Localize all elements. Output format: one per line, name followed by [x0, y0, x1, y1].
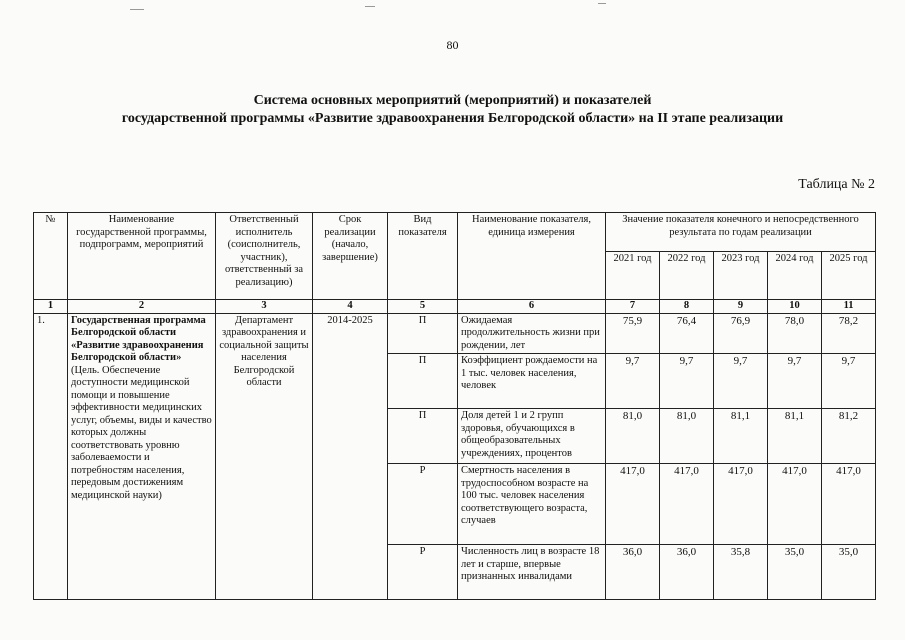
- column-number: 4: [313, 300, 388, 314]
- indicator-value: 76,4: [660, 313, 714, 354]
- indicator-value: 81,2: [822, 409, 876, 464]
- header-row: [34, 213, 876, 252]
- title-line-2: государственной программы «Развитие здравоохранения Белгородской области» на II этапе реализации: [121, 111, 784, 126]
- indicators-table: [33, 212, 876, 600]
- indicator-value: 9,7: [660, 354, 714, 409]
- indicator-type: П: [388, 354, 458, 409]
- program-executor: Департамент здравоохранения и социальной защиты населения Белгородской области: [216, 313, 313, 600]
- indicator-name: Смертность населения в трудоспособном возрасте на 100 тыс. человек населения соответствующего возраста, случаев: [458, 464, 606, 545]
- indicator-value: 417,0: [768, 464, 822, 545]
- header-value-group: Значение показателя конечного и непосредственного результата по годам реализации: [606, 213, 876, 252]
- program-name-title: Государственная программа Белгородской области «Развитие здравоохранения Белгородской области»: [71, 314, 206, 363]
- scan-mark: [365, 6, 375, 7]
- indicator-type: П: [388, 409, 458, 464]
- column-number: 8: [660, 300, 714, 314]
- header-year: 2021 год: [606, 252, 660, 300]
- column-number-row: [34, 300, 876, 314]
- indicator-value: 9,7: [606, 354, 660, 409]
- title-line-1: Система основных мероприятий (мероприятий) и показателей: [253, 93, 652, 108]
- indicator-name: Ожидаемая продолжительность жизни при рождении, лет: [458, 313, 606, 354]
- indicator-value: 35,0: [768, 545, 822, 600]
- document-title: [40, 92, 865, 128]
- column-number: 1: [34, 300, 68, 314]
- header-indicator: Наименование показателя, единица измерения: [458, 213, 606, 300]
- indicator-name: Коэффициент рождаемости на 1 тыс. человек населения, человек: [458, 354, 606, 409]
- indicator-value: 35,0: [822, 545, 876, 600]
- scan-mark: [598, 3, 606, 4]
- column-number: 11: [822, 300, 876, 314]
- header-type: Вид показателя: [388, 213, 458, 300]
- indicator-value: 36,0: [660, 545, 714, 600]
- indicator-value: 81,1: [768, 409, 822, 464]
- indicator-value: 9,7: [768, 354, 822, 409]
- header-year: 2025 год: [822, 252, 876, 300]
- program-number: 1.: [34, 313, 68, 600]
- header-num: №: [34, 213, 68, 300]
- indicator-value: 76,9: [714, 313, 768, 354]
- program-name: [68, 313, 216, 600]
- column-number: 10: [768, 300, 822, 314]
- indicator-value: 81,0: [660, 409, 714, 464]
- column-number: 7: [606, 300, 660, 314]
- indicator-value: 81,1: [714, 409, 768, 464]
- column-number: 5: [388, 300, 458, 314]
- table-row: [34, 313, 876, 354]
- indicator-value: 9,7: [822, 354, 876, 409]
- indicator-name: Доля детей 1 и 2 групп здоровья, обучающихся в общеобразовательных учреждениях, процентов: [458, 409, 606, 464]
- table-label: Таблица № 2: [798, 177, 875, 192]
- indicator-type: Р: [388, 464, 458, 545]
- column-number: 9: [714, 300, 768, 314]
- indicator-value: 417,0: [822, 464, 876, 545]
- scan-mark: [130, 9, 144, 10]
- indicator-type: П: [388, 313, 458, 354]
- program-term: 2014-2025: [313, 313, 388, 600]
- indicator-value: 36,0: [606, 545, 660, 600]
- indicator-value: 78,0: [768, 313, 822, 354]
- indicator-name: Численность лиц в возрасте 18 лет и старше, впервые признанных инвалидами: [458, 545, 606, 600]
- indicator-type: Р: [388, 545, 458, 600]
- page-number: 80: [446, 38, 459, 52]
- header-executor: Ответственный исполнитель (соисполнитель, участник), ответственный за реализацию): [216, 213, 313, 300]
- indicator-value: 78,2: [822, 313, 876, 354]
- indicator-value: 81,0: [606, 409, 660, 464]
- indicator-value: 417,0: [660, 464, 714, 545]
- column-number: 6: [458, 300, 606, 314]
- indicator-value: 417,0: [606, 464, 660, 545]
- header-term: Срок реализации (начало, завершение): [313, 213, 388, 300]
- indicator-value: 75,9: [606, 313, 660, 354]
- indicator-value: 35,8: [714, 545, 768, 600]
- header-year: 2024 год: [768, 252, 822, 300]
- header-name: Наименование государственной программы, подпрограмм, мероприятий: [68, 213, 216, 300]
- header-year: 2023 год: [714, 252, 768, 300]
- column-number: 3: [216, 300, 313, 314]
- program-name-goal: (Цель. Обеспечение доступности медицинской помощи и повышение эффективности медицинских услуг, объемы, виды и качество которых должны соответствовать уровню заболеваемости и потребностям населения, передовым достижениям медицинской науки): [71, 364, 212, 501]
- column-number: 2: [68, 300, 216, 314]
- indicator-value: 9,7: [714, 354, 768, 409]
- indicator-value: 417,0: [714, 464, 768, 545]
- header-year: 2022 год: [660, 252, 714, 300]
